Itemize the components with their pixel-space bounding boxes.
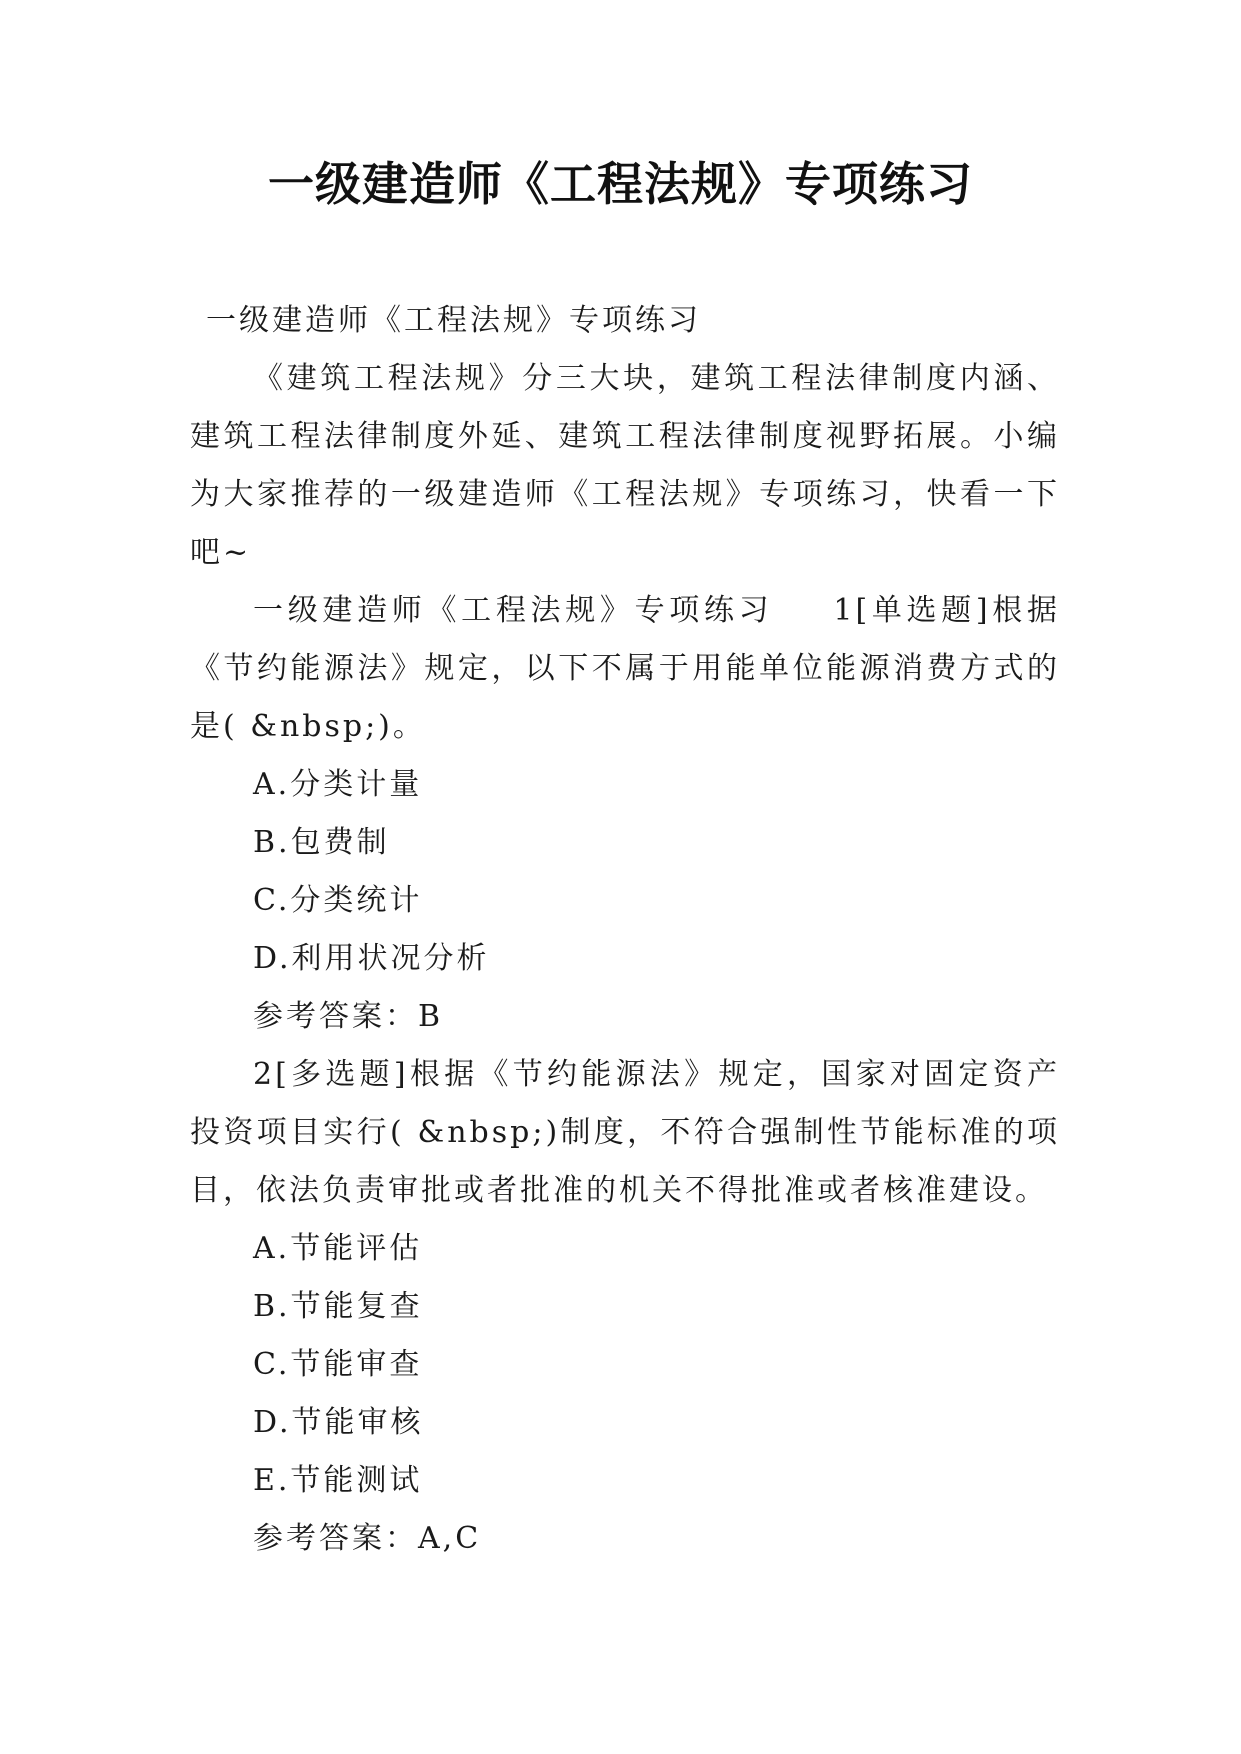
question-1-option-d: D.利用状况分析 bbox=[253, 941, 490, 976]
question-2-option-a: A.节能评估 bbox=[253, 1231, 423, 1266]
document-title: 一级建造师《工程法规》专项练习 bbox=[268, 157, 973, 211]
question-2-option-c: C.节能审查 bbox=[253, 1347, 423, 1382]
question-1-text: 1[单选题]根据《节约能源法》规定，以下不属于用能单位能源消费方式的是( &nbsp;)。 bbox=[190, 593, 1060, 744]
question-1-option-c: C.分类统计 bbox=[253, 883, 423, 918]
intro-paragraph: 《建筑工程法规》分三大块，建筑工程法律制度内涵、建筑工程法律制度外延、建筑工程法律制度视野拓展。小编为大家推荐的一级建造师《工程法规》专项练习，快看一下吧~ bbox=[190, 361, 1060, 570]
document-body bbox=[190, 292, 1060, 1568]
subheading: 一级建造师《工程法规》专项练习 bbox=[206, 303, 701, 338]
question-2: 2[多选题]根据《节约能源法》规定，国家对固定资产投资项目实行( &nbsp;)制度，不符合强制性节能标准的项目，依法负责审批或者批准的机关不得批准或者核准建设。 bbox=[190, 1057, 1060, 1208]
question-2-option-b: B.节能复查 bbox=[253, 1289, 423, 1324]
question-2-option-e: E.节能测试 bbox=[253, 1463, 423, 1498]
question-2-answer: 参考答案：A,C bbox=[253, 1521, 482, 1556]
question-1-option-b: B.包费制 bbox=[253, 825, 390, 860]
question-2-option-d: D.节能审核 bbox=[253, 1405, 424, 1440]
question-1-lead: 一级建造师《工程法规》专项练习 bbox=[253, 593, 774, 628]
question-1-answer: 参考答案：B bbox=[253, 999, 444, 1034]
question-1 bbox=[190, 582, 1060, 756]
question-1-option-a: A.分类计量 bbox=[253, 767, 423, 802]
